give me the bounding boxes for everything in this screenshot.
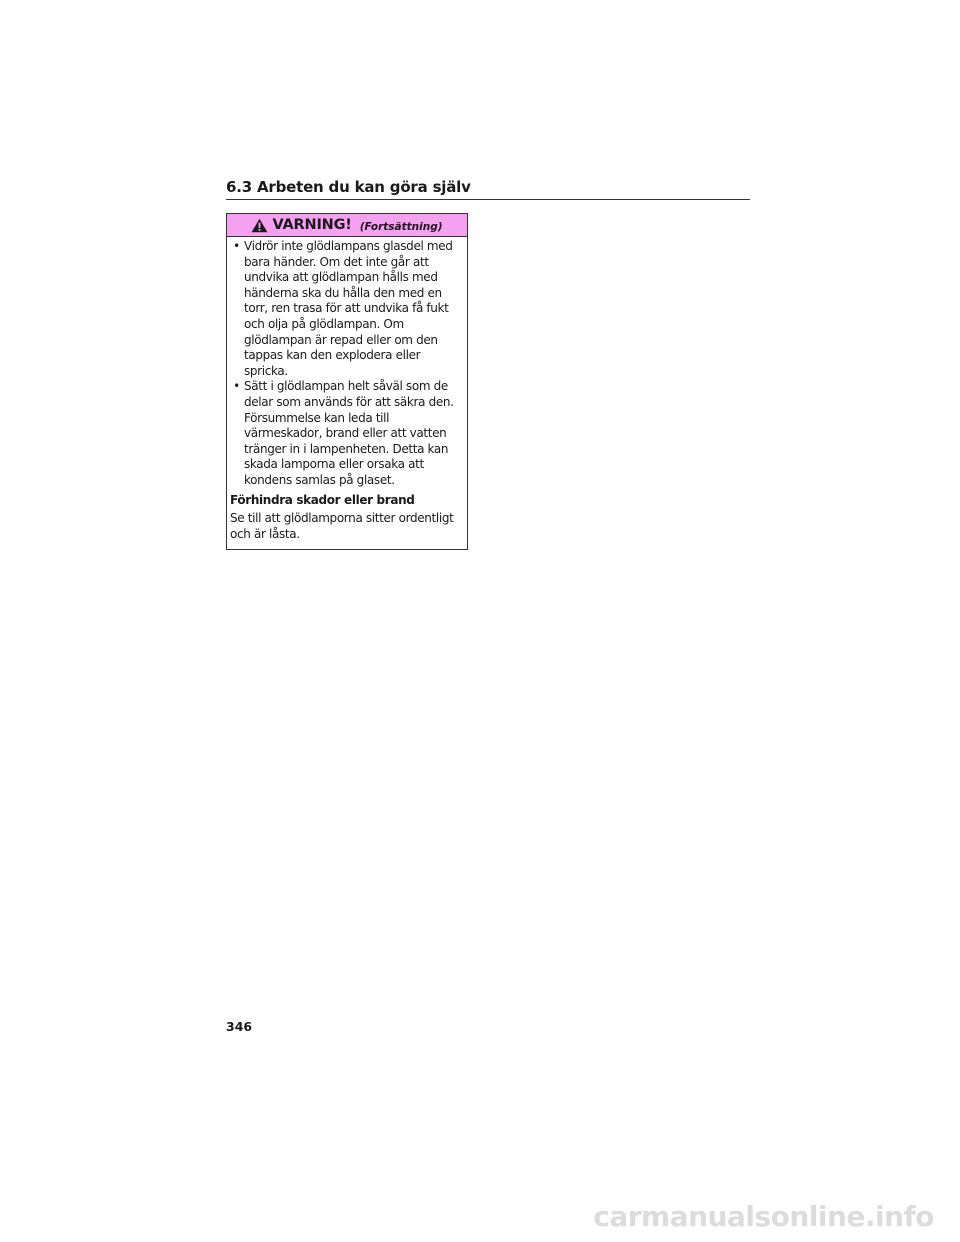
warning-paragraph: Se till att glödlamporna sitter ordentligt och är låsta. <box>230 511 454 541</box>
bullet-text: Vidrör inte glödlampans glasdel med bara händer. Om det inte går att undvika att glödlampan hålls med händerna ska du hålla den med en torr, ren trasa för att undvika få fukt och olja på glödlampan. Om glödlampan är repad eller om den tappas kan den explodera eller spricka. <box>244 239 453 378</box>
warning-subheading: Förhindra skador eller brand <box>230 492 415 507</box>
warning-header <box>227 214 467 237</box>
warning-triangle-icon <box>251 218 268 233</box>
watermark: carmanualsonline.info <box>593 1200 934 1233</box>
bullet-item <box>230 239 463 379</box>
section-title: 6.3 Arbeten du kan göra själv <box>226 178 471 196</box>
bullet-mark: • <box>233 379 240 394</box>
warning-title: VARNING! <box>272 217 352 233</box>
bullet-item <box>230 379 463 488</box>
warning-continuation: (Fortsättning) <box>359 221 443 233</box>
page-number: 346 <box>226 1019 253 1034</box>
section-header <box>226 177 750 200</box>
warning-box <box>226 213 468 550</box>
warning-body <box>227 237 467 542</box>
bullet-text: Sätt i glödlampan helt såväl som de delar som används för att säkra den. Försummelse kan leda till värmeskador, brand eller att vatten tränger in i lampenheten. Detta kan skada lamporna eller orsaka att kondens samlas på glaset. <box>244 379 454 487</box>
bullet-mark: • <box>233 239 240 253</box>
